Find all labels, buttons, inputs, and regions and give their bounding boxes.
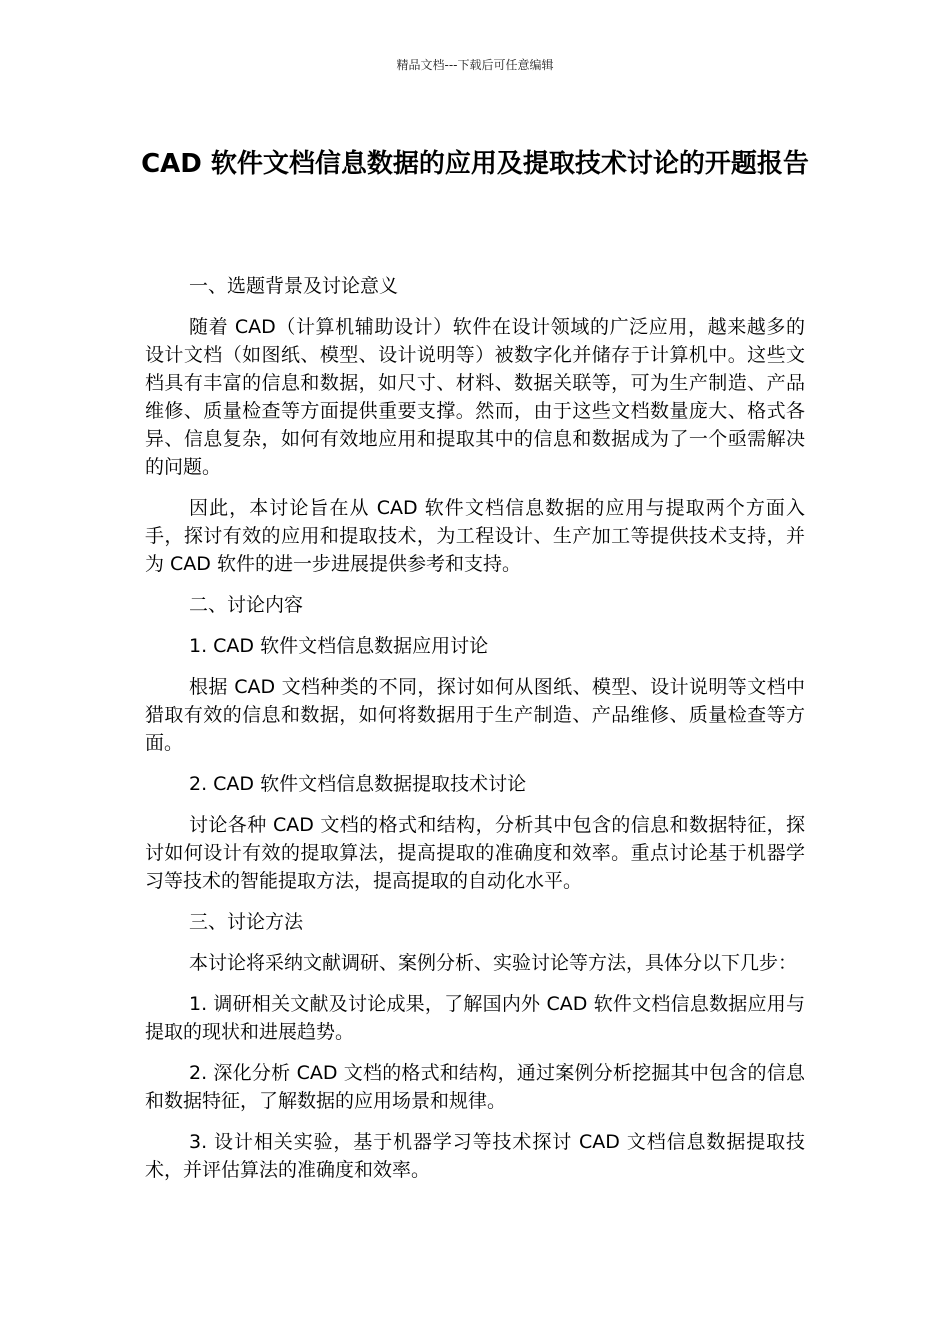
paragraph-method-intro: 本讨论将采纳文献调研、案例分析、实验讨论等方法，具体分以下几步： bbox=[189, 952, 798, 974]
section-heading-method: 三、讨论方法 bbox=[189, 911, 304, 933]
paragraph-application: 根据 CAD 文档种类的不同，探讨如何从图纸、模型、设计说明等文档中猎取有效的信息和数据，如何将数据用于生产制造、产品维修、质量检查等方面。 bbox=[145, 676, 805, 754]
subheading-extraction: 2. CAD 软件文档信息数据提取技术讨论 bbox=[189, 773, 527, 795]
document-title: CAD 软件文档信息数据的应用及提取技术讨论的开题报告 bbox=[141, 149, 809, 179]
section-heading-background: 一、选题背景及讨论意义 bbox=[189, 275, 399, 297]
method-step-1: 1. 调研相关文献及讨论成果，了解国内外 CAD 软件文档信息数据应用与提取的现状和进展趋势。 bbox=[145, 993, 805, 1043]
method-step-2: 2. 深化分析 CAD 文档的格式和结构，通过案例分析挖掘其中包含的信息和数据特征，了解数据的应用场景和规律。 bbox=[145, 1062, 805, 1112]
subheading-application: 1. CAD 软件文档信息数据应用讨论 bbox=[189, 635, 489, 657]
paragraph-background: 随着 CAD（计算机辅助设计）软件在设计领域的广泛应用，越来越多的设计文档（如图纸、模型、设计说明等）被数字化并储存于计算机中。这些文档具有丰富的信息和数据，如尺寸、材料、数据关联等，可为生产制造、产品维修、质量检查等方面提供重要支撑。然而，由于这些文档数量庞大、格式各异、信息复杂，如何有效地应用和提取其中的信息和数据成为了一个亟需解决的问题。 bbox=[145, 316, 805, 478]
section-heading-content: 二、讨论内容 bbox=[189, 594, 304, 616]
method-step-3: 3. 设计相关实验，基于机器学习等技术探讨 CAD 文档信息数据提取技术，并评估算法的准确度和效率。 bbox=[145, 1131, 805, 1181]
paragraph-purpose: 因此，本讨论旨在从 CAD 软件文档信息数据的应用与提取两个方面入手，探讨有效的应用和提取技术，为工程设计、生产加工等提供技术支持，并为 CAD 软件的进一步进展提供参考和支持。 bbox=[145, 497, 805, 575]
page-header: 精品文档---下载后可任意编辑 bbox=[396, 58, 554, 72]
document-body bbox=[145, 272, 805, 1197]
paragraph-extraction: 讨论各种 CAD 文档的格式和结构，分析其中包含的信息和数据特征，探讨如何设计有效的提取算法，提高提取的准确度和效率。重点讨论基于机器学习等技术的智能提取方法，提高提取的自动化水平。 bbox=[145, 814, 805, 892]
